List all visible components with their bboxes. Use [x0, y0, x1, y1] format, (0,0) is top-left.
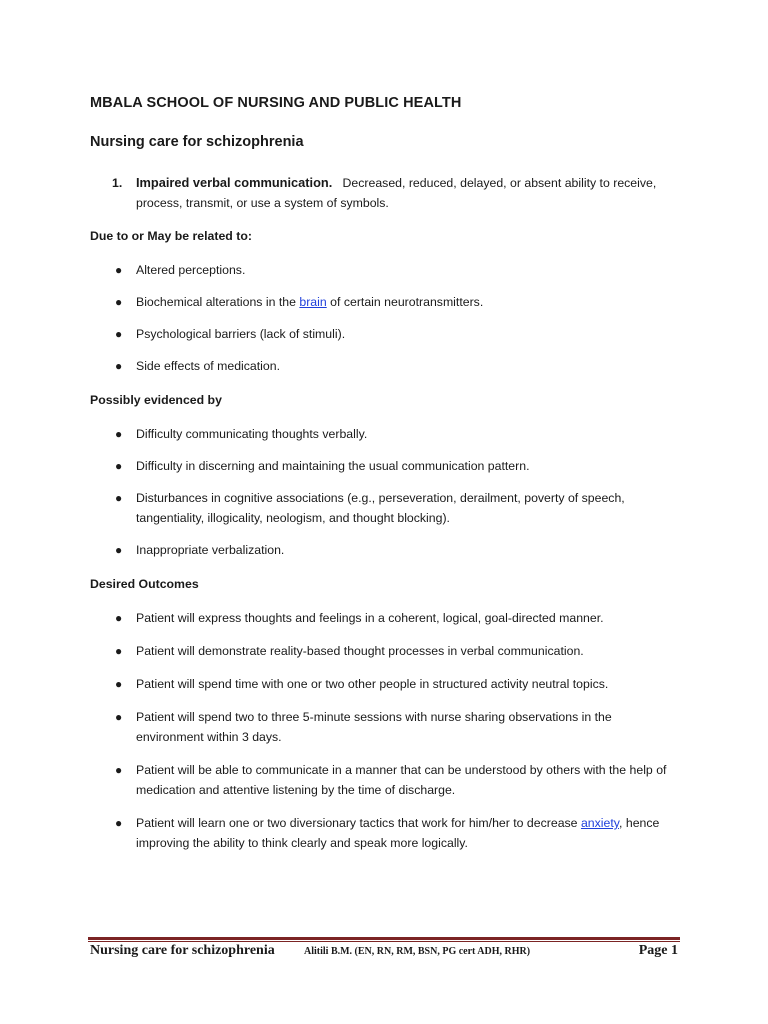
bullet-icon: ● — [115, 816, 123, 830]
footer-author: Alitili B.M. (EN, RN, RM, BSN, PG cert ADH, RHR) — [304, 946, 531, 957]
list-item: ● Patient will spend time with one or two other people in structured activity neutral topics. — [112, 674, 672, 694]
bullet-icon: ● — [115, 611, 123, 625]
list-item: ● Difficulty in discerning and maintaining the usual communication pattern. — [112, 456, 672, 476]
related-list — [112, 260, 672, 376]
bullet-icon: ● — [115, 327, 123, 341]
evidence-list — [112, 424, 672, 560]
outcomes-heading: Desired Outcomes — [90, 577, 199, 591]
bullet-icon: ● — [115, 763, 123, 777]
bullet-icon: ● — [115, 677, 123, 691]
diagnosis-item — [112, 173, 692, 213]
diagnosis-description: Decreased, reduced, delayed, or absent ability to receive, process, transmit, or use a system of symbols. — [136, 176, 657, 210]
list-item: ● Patient will spend two to three 5-minute sessions with nurse sharing observations in the environment within 3 days. — [112, 707, 672, 747]
bullet-icon: ● — [115, 295, 123, 309]
outcomes-list — [112, 608, 672, 853]
bullet-icon: ● — [115, 427, 123, 441]
list-item: ● Patient will express thoughts and feelings in a coherent, logical, goal-directed manner. — [112, 608, 672, 628]
bullet-icon: ● — [115, 710, 123, 724]
anxiety-link[interactable]: anxiety — [580, 816, 620, 830]
bullet-icon: ● — [115, 459, 123, 473]
school-name: MBALA SCHOOL OF NURSING AND PUBLIC HEALTH — [90, 95, 462, 111]
list-item: ● Disturbances in cognitive associations (e.g., perseveration, derailment, poverty of speech, tangentiality, illogicality, neologism, and thought blocking). — [112, 488, 672, 528]
list-item: ● Patient will demonstrate reality-based thought processes in verbal communication. — [112, 641, 672, 661]
footer-page-number: Page 1 — [638, 943, 678, 958]
list-item: ● Inappropriate verbalization. — [112, 540, 672, 560]
related-heading: Due to or May be related to: — [90, 229, 252, 243]
bullet-icon: ● — [115, 644, 123, 658]
brain-link[interactable]: brain — [299, 295, 327, 309]
list-item: ● Difficulty communicating thoughts verbally. — [112, 424, 672, 444]
footer-title: Nursing care for schizophrenia — [90, 943, 275, 958]
bullet-icon: ● — [115, 491, 123, 505]
list-item: ● Patient will be able to communicate in a manner that can be understood by others with the help of medication and attentive listening by the time of discharge. — [112, 760, 672, 800]
footer-rule-thin — [88, 941, 680, 942]
bullet-icon: ● — [115, 359, 123, 373]
footer-rule — [88, 937, 680, 940]
diagnosis-number: 1. — [112, 176, 123, 190]
document-title: Nursing care for schizophrenia — [90, 134, 304, 150]
list-item: ● Altered perceptions. — [112, 260, 672, 280]
diagnosis-heading: Impaired verbal communication. — [136, 175, 333, 190]
list-item: ● Psychological barriers (lack of stimuli). — [112, 324, 672, 344]
list-item: ● Patient will learn one or two diversionary tactics that work for him/her to decrease anxiety, hence improving the ability to think clearly and speak more logically. — [112, 813, 672, 853]
bullet-icon: ● — [115, 543, 123, 557]
bullet-icon: ● — [115, 263, 123, 277]
list-item: ● Side effects of medication. — [112, 356, 672, 376]
list-item: ● Biochemical alterations in the brain of certain neurotransmitters. — [112, 292, 672, 312]
evidence-heading: Possibly evidenced by — [90, 393, 222, 407]
